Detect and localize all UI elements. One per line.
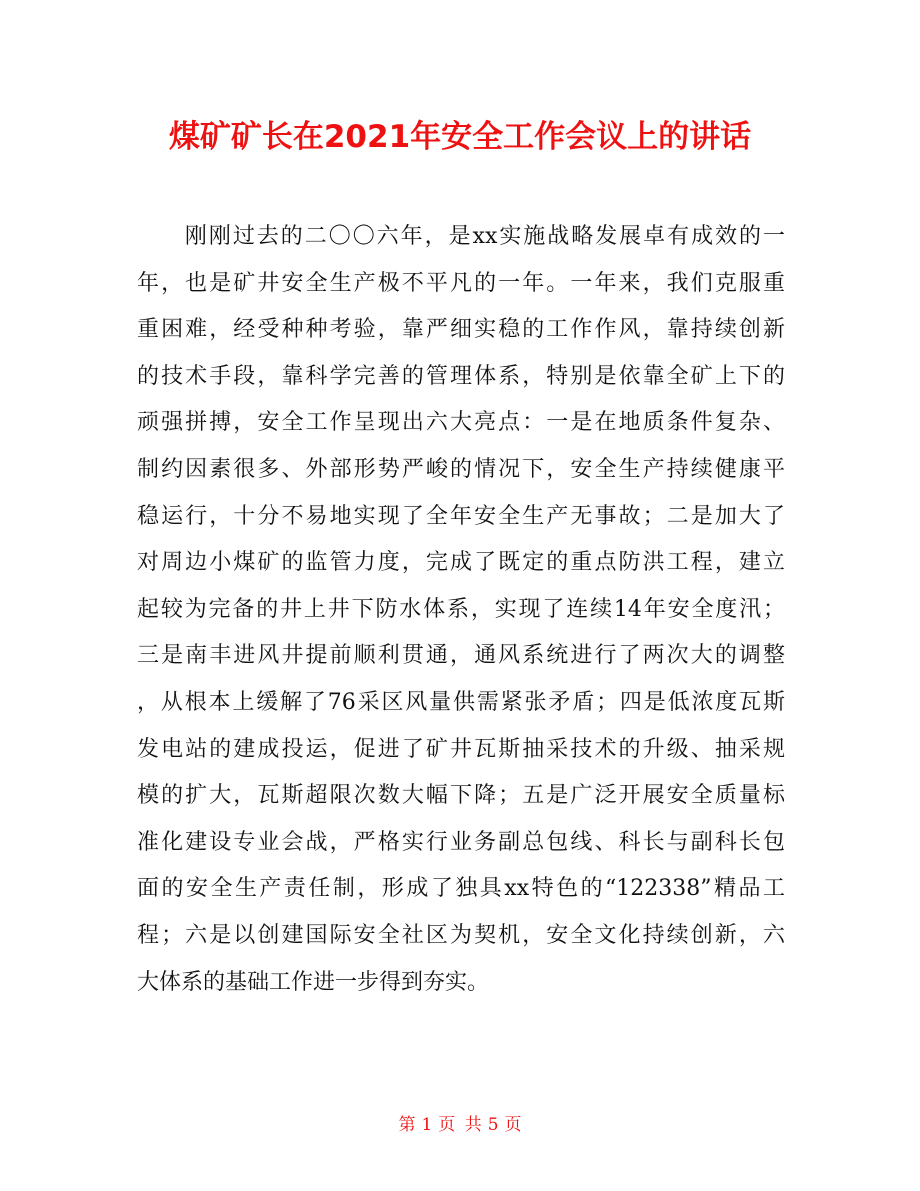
- footer-middle: 页 共: [438, 1115, 482, 1135]
- paragraph-line: 三是南丰进风井提前顺利贯通，通风系统进行了两次大的调整: [137, 643, 785, 669]
- footer-page-number: 1: [421, 1115, 433, 1135]
- paragraph-line: 准化建设专业会战，严格实行业务副总包线、科长与副科长包: [137, 829, 785, 855]
- paragraph-line: 起较为完备的井上井下防水体系，实现了连续14年安全度汛；: [137, 596, 785, 622]
- paragraph-line: 稳运行，十分不易地实现了全年安全生产无事故；二是加大了: [137, 503, 785, 529]
- page-footer: [0, 1112, 920, 1138]
- footer-total-pages: 5: [487, 1115, 499, 1135]
- document-title: 煤矿矿长在2021年安全工作会议上的讲话: [168, 119, 752, 155]
- paragraph-line: 年，也是矿井安全生产极不平凡的一年。一年来，我们克服重: [137, 270, 785, 296]
- paragraph-line: 模的扩大，瓦斯超限次数大幅下降；五是广泛开展安全质量标: [137, 783, 785, 809]
- paragraph-line: 制约因素很多、外部形势严峻的情况下，安全生产持续健康平: [137, 456, 785, 482]
- body-paragraph: [137, 214, 785, 1006]
- paragraph-line: 刚刚过去的二〇〇六年，是xx实施战略发展卓有成效的一: [137, 224, 785, 249]
- paragraph-line: 的技术手段，靠科学完善的管理体系，特别是依靠全矿上下的: [137, 363, 785, 389]
- paragraph-line: 重困难，经受种种考验，靠严细实稳的工作作风，靠持续创新: [137, 317, 785, 343]
- paragraph-line: 发电站的建成投运，促进了矿井瓦斯抽采技术的升级、抽采规: [137, 736, 785, 762]
- paragraph-line: 顽强拼搏，安全工作呈现出六大亮点：一是在地质条件复杂、: [137, 410, 785, 436]
- paragraph-line: 程；六是以创建国际安全社区为契机，安全文化持续创新，六: [137, 922, 785, 948]
- paragraph-line: 对周边小煤矿的监管力度，完成了既定的重点防洪工程，建立: [137, 550, 785, 576]
- footer-prefix: 第: [398, 1115, 416, 1135]
- paragraph-line: 面的安全生产责任制，形成了独具xx特色的“122338”精品工: [137, 876, 785, 902]
- footer-suffix: 页: [504, 1115, 522, 1135]
- paragraph-line: ，从根本上缓解了76采区风量供需紧张矛盾；四是低浓度瓦斯: [137, 689, 785, 715]
- paragraph-line: 大体系的基础工作进一步得到夯实。: [137, 969, 490, 995]
